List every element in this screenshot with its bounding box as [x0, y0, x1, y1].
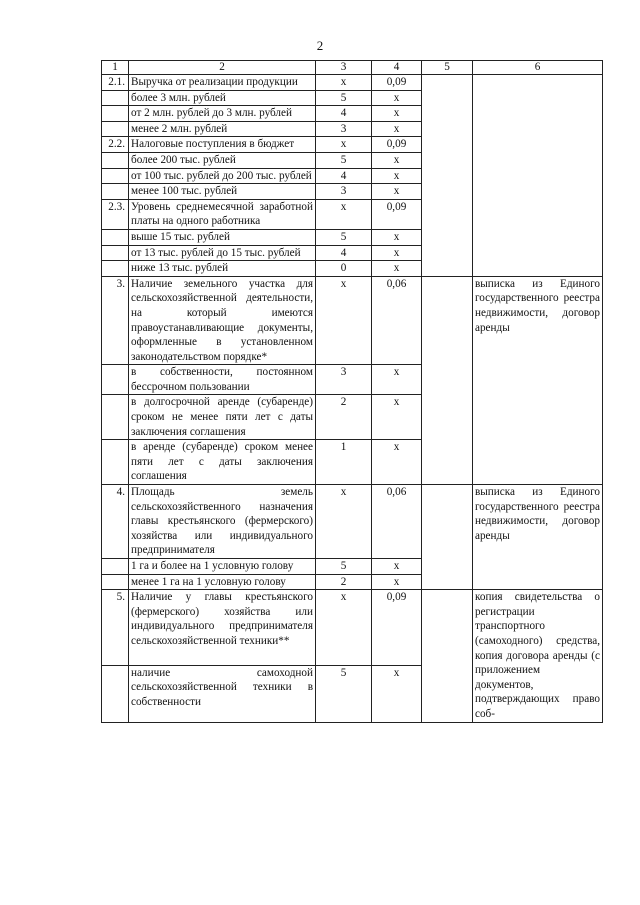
criterion-text: Уровень среднемесячной заработной платы на одного работника	[129, 199, 316, 229]
weight-cell: x	[372, 395, 422, 440]
score-cell: 4	[316, 106, 372, 122]
empty-cell	[422, 75, 473, 277]
row-number: 2.3.	[102, 199, 129, 229]
weight-cell: 0,09	[372, 75, 422, 91]
criterion-text: Наличие земельного участка для сельскохозяйственной деятельности, на который имеются правоустанавливающие документы, оформленные в установленном законодательством порядке*	[129, 276, 316, 365]
criterion-text: более 200 тыс. рублей	[129, 152, 316, 168]
row-number	[102, 229, 129, 245]
table-row	[102, 485, 603, 559]
score-cell: 2	[316, 574, 372, 590]
score-cell: 4	[316, 168, 372, 184]
score-cell: 4	[316, 245, 372, 261]
criterion-text: Наличие у главы крестьянского (фермерского) хозяйства или индивидуального предпринимателя сельскохозяйственной техники**	[129, 590, 316, 665]
score-cell: x	[316, 485, 372, 559]
weight-cell: x	[372, 106, 422, 122]
criterion-text: Налоговые поступления в бюджет	[129, 137, 316, 153]
criterion-text: наличие самоходной сельскохозяйственной техники в собственности	[129, 665, 316, 722]
score-cell: 3	[316, 184, 372, 200]
criterion-text: выше 15 тыс. рублей	[129, 229, 316, 245]
criteria-table	[101, 60, 603, 723]
row-number	[102, 574, 129, 590]
criterion-text: в аренде (субаренде) сроком менее пяти лет с даты заключения соглашения	[129, 440, 316, 485]
row-number	[102, 665, 129, 722]
documents-cell: выписка из Единого государственного реестра недвижимости, договор аренды	[473, 276, 603, 484]
score-cell: 3	[316, 121, 372, 137]
weight-cell: x	[372, 440, 422, 485]
criterion-text: от 100 тыс. рублей до 200 тыс. рублей	[129, 168, 316, 184]
header-cell: 2	[129, 61, 316, 75]
row-number	[102, 106, 129, 122]
row-number	[102, 440, 129, 485]
weight-cell: x	[372, 559, 422, 575]
weight-cell: x	[372, 245, 422, 261]
header-cell: 3	[316, 61, 372, 75]
row-number	[102, 121, 129, 137]
row-number	[102, 261, 129, 277]
header-cell: 4	[372, 61, 422, 75]
criterion-text: Площадь земель сельскохозяйственного назначения главы крестьянского (фермерского) хозяйства или индивидуального предпринимателя	[129, 485, 316, 559]
score-cell: 5	[316, 559, 372, 575]
page-number: 2	[316, 38, 324, 53]
score-cell: x	[316, 276, 372, 365]
weight-cell: x	[372, 168, 422, 184]
weight-cell: x	[372, 152, 422, 168]
row-number	[102, 395, 129, 440]
row-number	[102, 184, 129, 200]
documents-cell: копия свидетельства о регистрации транспортного (самоходного) средства, копия договора аренды (с приложением документов, подтверждающих право соб-	[473, 590, 603, 722]
weight-cell: x	[372, 365, 422, 395]
row-number: 2.2.	[102, 137, 129, 153]
score-cell: 1	[316, 440, 372, 485]
table-header-row	[102, 61, 603, 75]
row-number	[102, 168, 129, 184]
criterion-text: в долгосрочной аренде (субаренде) сроком не менее пяти лет с даты заключения соглашения	[129, 395, 316, 440]
documents-cell	[473, 75, 603, 277]
weight-cell: x	[372, 90, 422, 106]
criterion-text: от 2 млн. рублей до 3 млн. рублей	[129, 106, 316, 122]
weight-cell: 0,09	[372, 590, 422, 665]
table-row	[102, 75, 603, 91]
row-number: 5.	[102, 590, 129, 665]
row-number	[102, 90, 129, 106]
score-cell: x	[316, 590, 372, 665]
criterion-text: ниже 13 тыс. рублей	[129, 261, 316, 277]
weight-cell: x	[372, 665, 422, 722]
weight-cell: 0,09	[372, 199, 422, 229]
empty-cell	[422, 485, 473, 590]
score-cell: 2	[316, 395, 372, 440]
row-number: 4.	[102, 485, 129, 559]
weight-cell: x	[372, 261, 422, 277]
score-cell: x	[316, 199, 372, 229]
documents-cell: выписка из Единого государственного реестра недвижимости, договор аренды	[473, 485, 603, 590]
criterion-text: более 3 млн. рублей	[129, 90, 316, 106]
criterion-text: Выручка от реализации продукции	[129, 75, 316, 91]
row-number	[102, 152, 129, 168]
empty-cell	[422, 276, 473, 484]
row-number	[102, 365, 129, 395]
table-row	[102, 276, 603, 365]
score-cell: 5	[316, 665, 372, 722]
score-cell: x	[316, 75, 372, 91]
score-cell: 5	[316, 152, 372, 168]
weight-cell: x	[372, 184, 422, 200]
score-cell: 5	[316, 229, 372, 245]
header-cell: 1	[102, 61, 129, 75]
weight-cell: 0,06	[372, 485, 422, 559]
weight-cell: x	[372, 574, 422, 590]
criterion-text: 1 га и более на 1 условную голову	[129, 559, 316, 575]
empty-cell	[422, 590, 473, 722]
score-cell: 3	[316, 365, 372, 395]
score-cell: x	[316, 137, 372, 153]
criterion-text: менее 100 тыс. рублей	[129, 184, 316, 200]
row-number: 2.1.	[102, 75, 129, 91]
criterion-text: менее 2 млн. рублей	[129, 121, 316, 137]
weight-cell: x	[372, 121, 422, 137]
criterion-text: в собственности, постоянном бессрочном пользовании	[129, 365, 316, 395]
row-number	[102, 245, 129, 261]
row-number	[102, 559, 129, 575]
criterion-text: менее 1 га на 1 условную голову	[129, 574, 316, 590]
header-cell: 6	[473, 61, 603, 75]
header-cell: 5	[422, 61, 473, 75]
score-cell: 0	[316, 261, 372, 277]
score-cell: 5	[316, 90, 372, 106]
weight-cell: 0,06	[372, 276, 422, 365]
weight-cell: x	[372, 229, 422, 245]
table-row	[102, 590, 603, 665]
weight-cell: 0,09	[372, 137, 422, 153]
criterion-text: от 13 тыс. рублей до 15 тыс. рублей	[129, 245, 316, 261]
row-number: 3.	[102, 276, 129, 365]
